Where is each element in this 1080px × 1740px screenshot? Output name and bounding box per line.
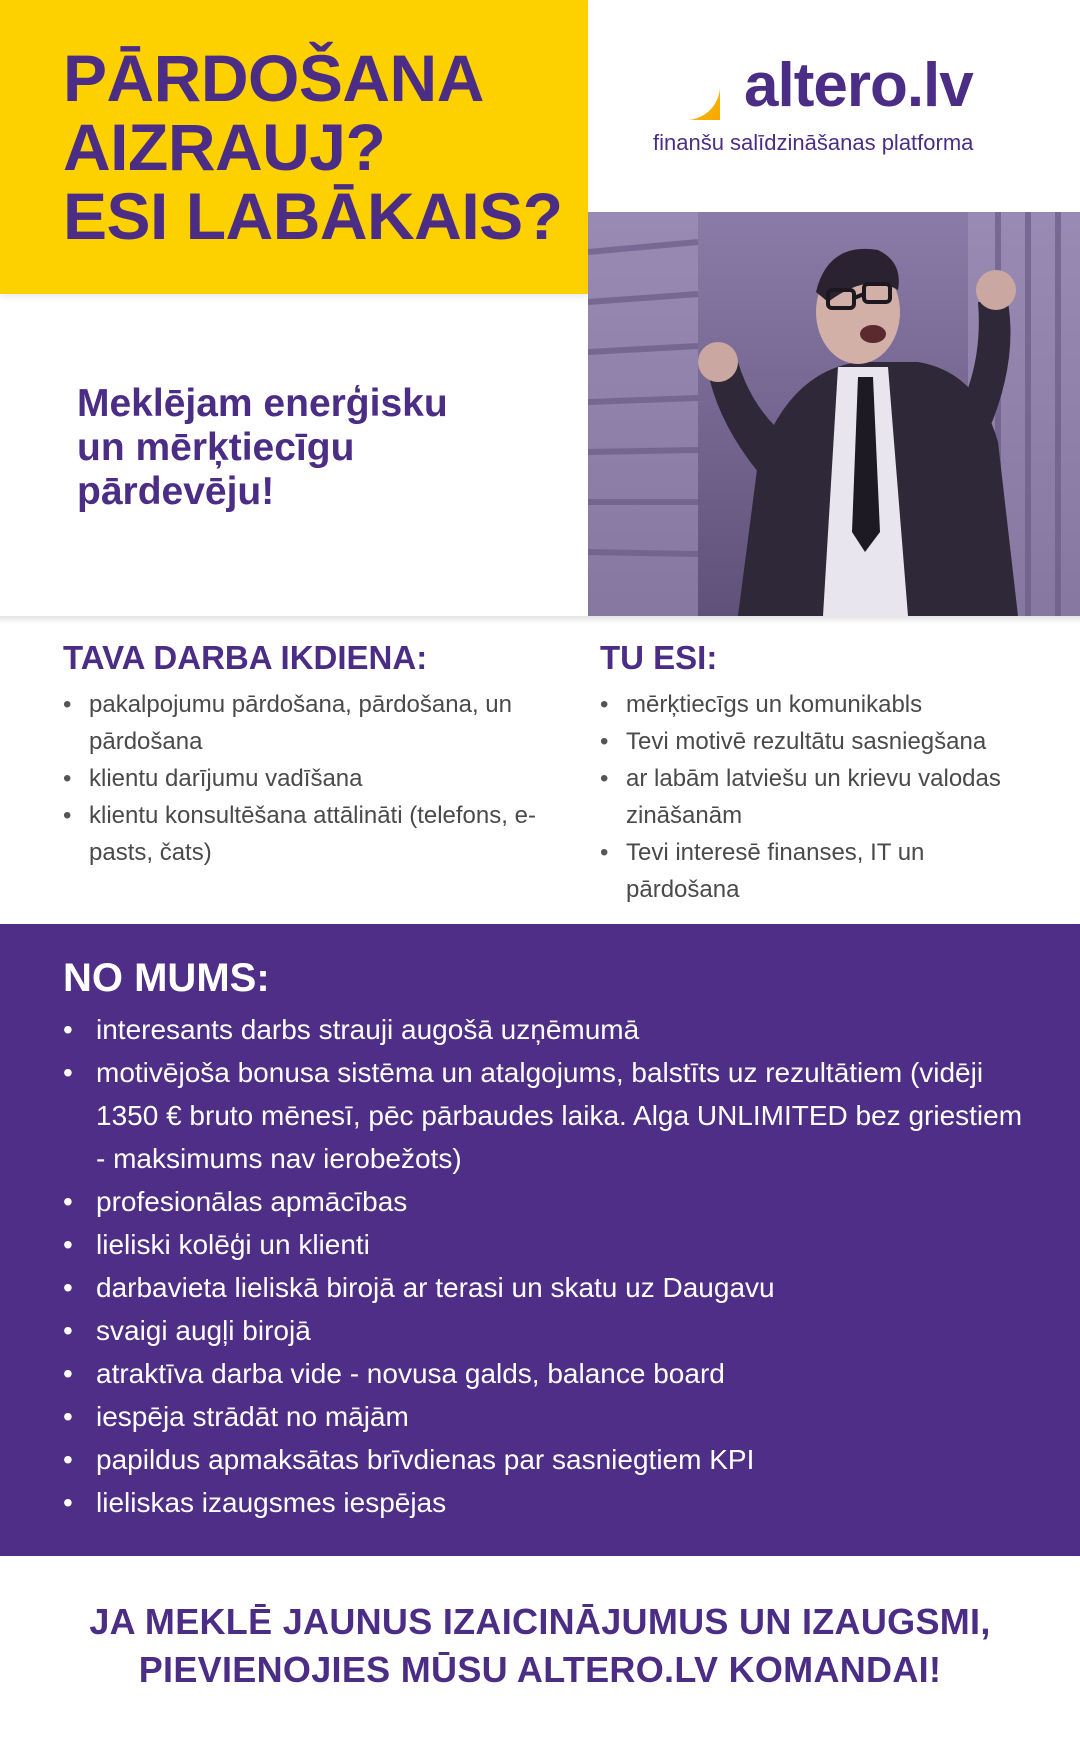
benefits-section	[0, 924, 1080, 1556]
list-item: • darbavieta lieliskā birojā ar terasi un skatu uz Daugavu	[63, 1266, 1023, 1309]
list-item: • ar labām latviešu un krievu valodas zināšanām	[600, 760, 1040, 834]
list-item: • atraktīva darba vide - novusa galds, balance board	[63, 1352, 1023, 1395]
list-item: • klientu darījumu vadīšana	[63, 760, 543, 797]
hero-title: PĀRDOŠANA AIZRAUJ? ESI LABĀKAIS?	[63, 41, 563, 253]
you-are-list	[600, 686, 1040, 908]
list-item: • klientu konsultēšana attālināti (telefons, e-pasts, čats)	[63, 797, 543, 871]
list-item: • pakalpojumu pārdošana, pārdošana, un pārdošana	[63, 686, 543, 760]
you-are-section	[600, 638, 1040, 908]
list-item: • iespēja strādāt no mājām	[63, 1395, 1023, 1438]
list-item: • lieliskas izaugsmes iespējas	[63, 1481, 1023, 1524]
list-item: • papildus apmaksātas brīvdienas par sasniegtiem KPI	[63, 1438, 1023, 1481]
list-item: • svaigi augļi birojā	[63, 1309, 1023, 1352]
list-item: • mērķtiecīgs un komunikabls	[600, 686, 1040, 723]
you-are-title: TU ESI:	[600, 639, 718, 676]
daily-work-list	[63, 686, 543, 871]
section-divider	[0, 616, 1080, 624]
list-item: • Tevi interesē finanses, IT un pārdošana	[600, 834, 1040, 908]
celebrating-businessman-photo	[588, 212, 1080, 616]
benefits-list	[63, 1008, 1023, 1524]
benefits-title: NO MUMS:	[63, 956, 270, 1000]
altero-logo[interactable]	[648, 42, 1018, 162]
list-item: • interesants darbs strauji augošā uzņēmumā	[63, 1008, 1023, 1051]
list-item: • Tevi motivē rezultātu sasniegšana	[600, 723, 1040, 760]
logo-wordmark: altero.lv	[744, 51, 973, 120]
job-subtitle: Meklējam enerģisku un mērķtiecīgu pārdevēju!	[77, 382, 448, 513]
logo-tagline: finanšu salīdzināšanas platforma	[653, 130, 974, 155]
altero-logo-icon	[648, 48, 724, 124]
list-item: • profesionālas apmācības	[63, 1180, 1023, 1223]
daily-work-title: TAVA DARBA IKDIENA:	[63, 639, 428, 676]
daily-work-section	[63, 638, 543, 871]
list-item: • lieliski kolēģi un klienti	[63, 1223, 1023, 1266]
list-item: • motivējoša bonusa sistēma un atalgojums, balstīts uz rezultātiem (vidēji 1350 € bruto mēnesī, pēc pārbaudes laika. Alga UNLIMITED bez griestiem - maksimums nav ierobežots)	[63, 1051, 1023, 1180]
call-to-action: JA MEKLĒ JAUNUS IZAICINĀJUMUS UN IZAUGSMI, PIEVIENOJIES MŪSU ALTERO.LV KOMANDAI!	[89, 1601, 991, 1690]
